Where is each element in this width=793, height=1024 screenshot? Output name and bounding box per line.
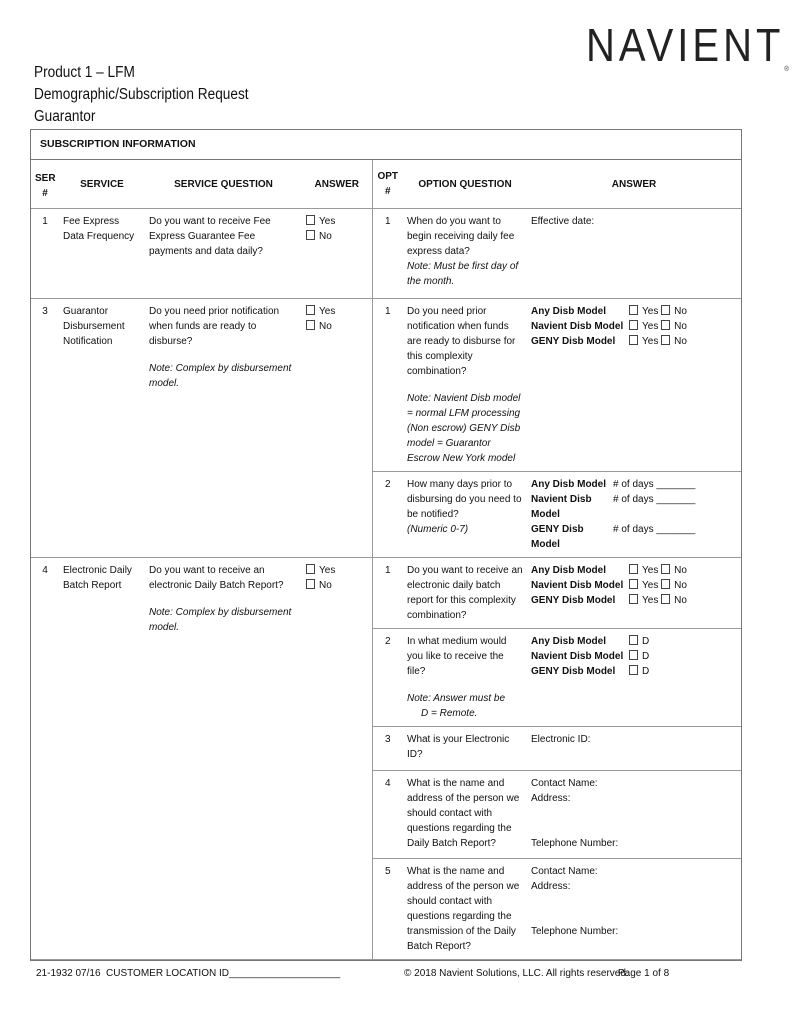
d-label: D (642, 651, 650, 662)
d-option[interactable] (629, 634, 737, 649)
model-label: GENY Disb Model (531, 595, 616, 606)
yes-no-pair[interactable] (629, 319, 737, 334)
model-label: GENY Disb Model (531, 524, 584, 550)
answer-cell (302, 299, 372, 558)
yes-label: Yes (642, 336, 659, 347)
option-answer-cell (527, 629, 741, 727)
no-label: No (319, 580, 332, 591)
yes-label: Yes (642, 580, 659, 591)
option-answer-cell (527, 558, 741, 629)
address-field[interactable]: Address: (531, 881, 571, 892)
checkbox-icon[interactable] (629, 564, 638, 574)
section-title: SUBSCRIPTION INFORMATION (31, 130, 741, 160)
option-note: Note: Navient Disb model = normal LFM processing (Non escrow) GENY Disb model = Guarantor Escrow New York model (407, 393, 521, 464)
document-titles (34, 62, 249, 128)
model-label: Navient Disb Model (531, 494, 592, 520)
option-question-text: In what medium would you like to receive the file? (407, 636, 507, 677)
ser-cell: 3 (31, 299, 59, 558)
yes-label: Yes (642, 565, 659, 576)
yes-option[interactable] (306, 563, 368, 578)
footer-form-number: 21-1932 07/16 (36, 968, 101, 979)
yes-no-pair[interactable] (629, 563, 737, 578)
logo-text: NAVIENT (586, 20, 785, 72)
service-cell: Fee Express Data Frequency (59, 209, 145, 299)
opt-cell: 3 (372, 727, 403, 771)
checkbox-icon[interactable] (306, 305, 315, 315)
checkbox-icon[interactable] (661, 579, 670, 589)
opt-cell: 1 (372, 558, 403, 629)
model-label: Any Disb Model (531, 479, 607, 490)
contact-name-field[interactable]: Contact Name: (531, 778, 598, 789)
yes-label: Yes (642, 595, 659, 606)
header-option-question: OPTION QUESTION (403, 160, 527, 209)
no-label: No (674, 336, 687, 347)
yes-label: Yes (319, 306, 336, 317)
model-answer-grid (531, 563, 737, 608)
no-label: No (674, 321, 687, 332)
option-question-cell (403, 472, 527, 558)
yes-label: Yes (642, 321, 659, 332)
no-label: No (674, 565, 687, 576)
model-answer-grid (531, 477, 737, 552)
checkbox-icon[interactable] (661, 320, 670, 330)
option-question-cell: What is your Electronic ID? (403, 727, 527, 771)
title-request: Demographic/Subscription Request (34, 86, 249, 103)
header-ser: SER # (31, 160, 59, 209)
service-cell: Guarantor Disbursement Notification (59, 299, 145, 558)
checkbox-icon[interactable] (306, 564, 315, 574)
model-label: Any Disb Model (531, 636, 607, 647)
option-answer-cell (527, 299, 741, 472)
option-note: Note: Answer must be (407, 693, 506, 704)
checkbox-icon[interactable] (629, 650, 638, 660)
service-cell: Electronic Daily Batch Report (59, 558, 145, 960)
checkbox-icon[interactable] (661, 594, 670, 604)
opt-cell: 2 (372, 472, 403, 558)
header-answer-2: ANSWER (527, 160, 741, 209)
model-label: Any Disb Model (531, 565, 607, 576)
option-question-cell: What is the name and address of the person we should contact with questions regarding the transmission of the Daily Batch Report? (403, 859, 527, 960)
days-field[interactable]: # of days _______ (613, 494, 696, 505)
yes-label: Yes (319, 565, 336, 576)
header-service: SERVICE (59, 160, 145, 209)
service-question-text: Do you need prior notification when funds are ready to disburse? (149, 306, 280, 347)
yes-option[interactable] (306, 214, 368, 229)
yes-no-pair[interactable] (629, 304, 737, 319)
service-question-cell (145, 299, 302, 558)
footer-location-id[interactable]: CUSTOMER LOCATION ID____________________ (106, 968, 341, 979)
checkbox-icon[interactable] (306, 579, 315, 589)
opt-cell: 2 (372, 629, 403, 727)
checkbox-icon[interactable] (629, 305, 638, 315)
option-answer-cell (527, 771, 741, 859)
answer-cell (302, 209, 372, 299)
option-question-cell (403, 629, 527, 727)
model-label: Navient Disb Model (531, 651, 624, 662)
option-question-cell: Do you want to receive an electronic daily batch report for this complexity combination? (403, 558, 527, 629)
option-question-text: How many days prior to disbursing do you need to be notified? (407, 479, 522, 520)
days-field[interactable]: # of days _______ (613, 524, 696, 535)
yes-no-pair[interactable] (629, 593, 737, 608)
opt-cell: 5 (372, 859, 403, 960)
option-question-cell (403, 299, 527, 472)
option-question-text: When do you want to begin receiving daily fee express data? (407, 216, 515, 257)
option-question-cell (403, 209, 527, 299)
option-question-text: Do you need prior notification when funds are ready to disburse for this complexity combination? (407, 306, 516, 377)
yes-no-pair[interactable] (629, 334, 737, 349)
checkbox-icon[interactable] (629, 635, 638, 645)
model-answer-grid (531, 634, 737, 679)
checkbox-icon[interactable] (629, 320, 638, 330)
option-answer-cell: Effective date: (527, 209, 741, 299)
d-label: D (642, 666, 650, 677)
option-note: Note: Must be first day of the month. (407, 261, 519, 287)
contact-name-field[interactable]: Contact Name: (531, 866, 598, 877)
service-question-cell (145, 558, 302, 960)
yes-no-pair[interactable] (629, 578, 737, 593)
model-answer-grid (531, 304, 737, 349)
days-field[interactable]: # of days _______ (613, 479, 696, 490)
model-label: Navient Disb Model (531, 321, 624, 332)
telephone-field[interactable]: Telephone Number: (531, 838, 619, 849)
footer-page-number: Page 1 of 8 (618, 968, 670, 979)
address-field[interactable]: Address: (531, 793, 571, 804)
checkbox-icon[interactable] (661, 305, 670, 315)
checkbox-icon[interactable] (661, 564, 670, 574)
d-option[interactable] (629, 649, 737, 664)
telephone-field[interactable]: Telephone Number: (531, 926, 619, 937)
opt-cell: 1 (372, 299, 403, 472)
answer-cell (302, 558, 372, 960)
yes-label: Yes (642, 306, 659, 317)
opt-cell: 1 (372, 209, 403, 299)
no-label: No (674, 595, 687, 606)
service-question-text: Do you want to receive an electronic Daily Batch Report? (149, 565, 284, 591)
checkbox-icon[interactable] (629, 579, 638, 589)
header-opt: OPT # (372, 160, 403, 209)
model-label: GENY Disb Model (531, 336, 616, 347)
table-row (31, 209, 741, 299)
checkbox-icon[interactable] (306, 320, 315, 330)
table-row (31, 558, 741, 629)
d-label: D (642, 636, 650, 647)
ser-cell: 1 (31, 209, 59, 299)
model-label: Any Disb Model (531, 306, 607, 317)
no-label: No (674, 580, 687, 591)
checkbox-icon[interactable] (629, 665, 638, 675)
header-service-question: SERVICE QUESTION (145, 160, 302, 209)
table-row (31, 299, 741, 472)
title-guarantor: Guarantor (34, 108, 96, 125)
header-answer: ANSWER (302, 160, 372, 209)
checkbox-icon[interactable] (306, 230, 315, 240)
no-label: No (319, 321, 332, 332)
option-note: (Numeric 0-7) (407, 524, 469, 535)
checkbox-icon[interactable] (661, 335, 670, 345)
d-option[interactable] (629, 664, 737, 679)
model-label: GENY Disb Model (531, 666, 616, 677)
subscription-table (31, 160, 741, 960)
option-answer-cell (527, 472, 741, 558)
no-option[interactable] (306, 229, 368, 244)
header-row (31, 160, 741, 209)
no-option[interactable] (306, 319, 368, 334)
checkbox-icon[interactable] (629, 335, 638, 345)
no-label: No (674, 306, 687, 317)
opt-cell: 4 (372, 771, 403, 859)
option-question-cell: What is the name and address of the person we should contact with questions regarding the Daily Batch Report? (403, 771, 527, 859)
option-note-2: D = Remote. (421, 708, 478, 719)
yes-option[interactable] (306, 304, 368, 319)
model-label: Navient Disb Model (531, 580, 624, 591)
service-question-cell: Do you want to receive Fee Express Guarantee Fee payments and data daily? (145, 209, 302, 299)
yes-label: Yes (319, 216, 336, 227)
checkbox-icon[interactable] (306, 215, 315, 225)
subscription-form (30, 129, 742, 961)
logo-mark: ® (784, 66, 793, 74)
footer-copyright: © 2018 Navient Solutions, LLC. All rights reserved. (404, 968, 629, 979)
checkbox-icon[interactable] (629, 594, 638, 604)
navient-logo (586, 21, 793, 74)
option-answer-cell[interactable]: Electronic ID: (527, 727, 741, 771)
ser-cell: 4 (31, 558, 59, 960)
service-question-note: Note: Complex by disbursement model. (149, 607, 292, 633)
no-option[interactable] (306, 578, 368, 593)
option-answer-cell (527, 859, 741, 960)
service-question-note: Note: Complex by disbursement model. (149, 363, 292, 389)
title-product: Product 1 – LFM (34, 64, 135, 81)
no-label: No (319, 231, 332, 242)
